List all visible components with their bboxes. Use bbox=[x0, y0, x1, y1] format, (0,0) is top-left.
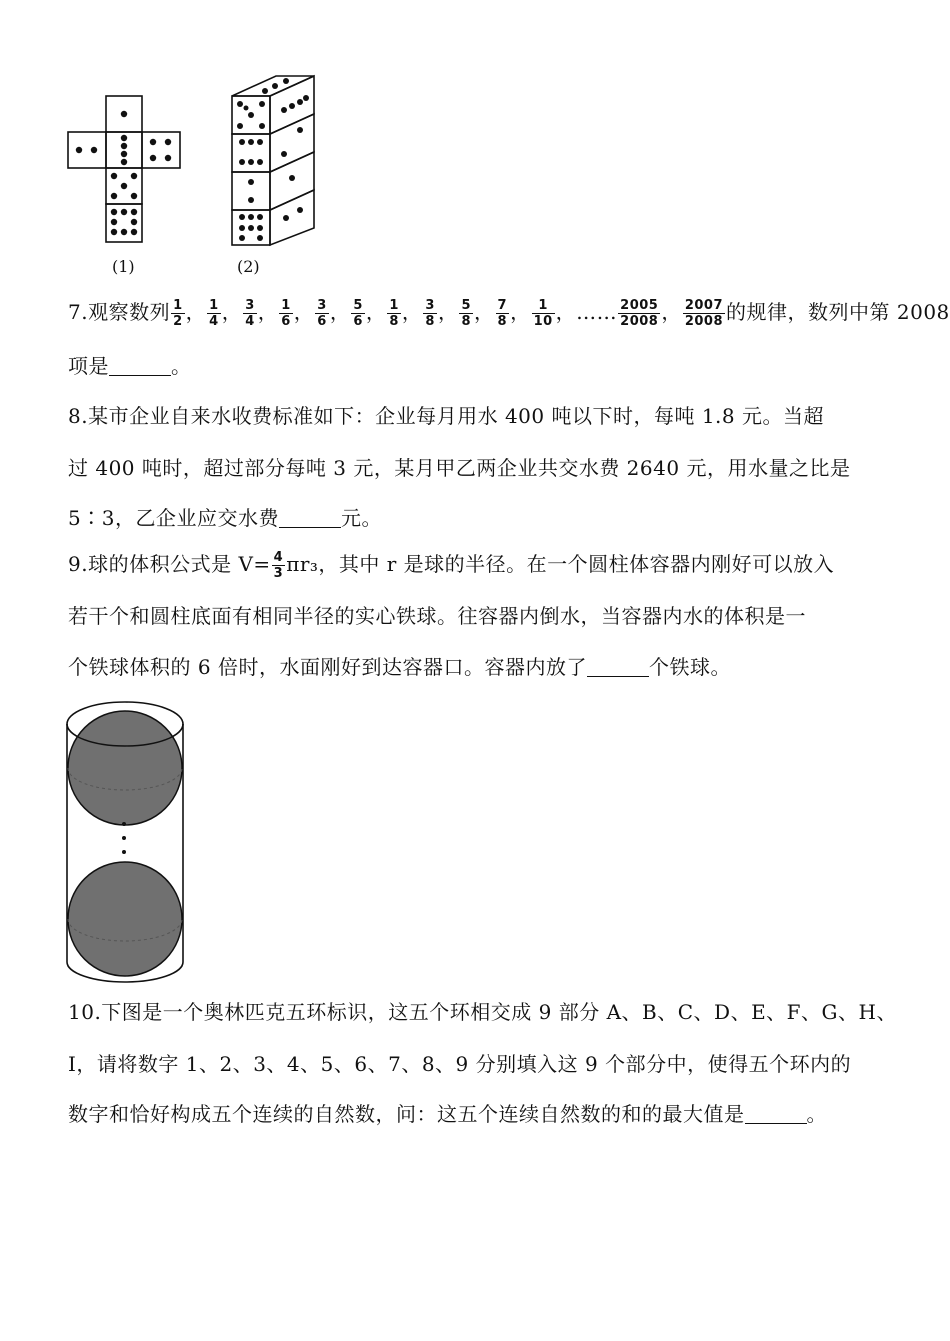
q7-fraction-den: 6 bbox=[353, 314, 363, 329]
comma-separator: ， bbox=[555, 300, 577, 324]
q7-fraction-den: 8 bbox=[497, 314, 508, 329]
cylinder-figure bbox=[64, 696, 190, 986]
q7-tail-fraction-den: 2008 bbox=[620, 314, 659, 329]
q7-fraction bbox=[423, 298, 437, 329]
question-7 bbox=[68, 296, 950, 378]
q7-prefix: 7.观察数列 bbox=[68, 300, 171, 324]
answer-blank-q8[interactable] bbox=[279, 509, 341, 528]
comma-separator: ， bbox=[185, 300, 207, 324]
bottom-ball bbox=[68, 862, 182, 976]
q7-fraction bbox=[532, 298, 555, 329]
answer-blank-q9[interactable] bbox=[587, 658, 649, 677]
q7-fraction-num: 5 bbox=[353, 298, 363, 313]
comma-separator: ， bbox=[293, 300, 315, 324]
q7-fraction-sequence bbox=[170, 298, 577, 329]
question-10 bbox=[68, 996, 897, 1126]
figure-label-1: (1) bbox=[112, 257, 135, 276]
q7-fraction bbox=[279, 298, 293, 329]
top-ball bbox=[68, 711, 182, 825]
q7-tail-fraction-num: 2005 bbox=[620, 298, 659, 313]
q9-line1-prefix: 9.球的体积公式是 V= bbox=[68, 552, 271, 576]
answer-blank-q10[interactable] bbox=[745, 1105, 807, 1124]
q7-fraction bbox=[496, 298, 510, 329]
question-8-line-3 bbox=[68, 502, 382, 531]
q7-suffix: 的规律，数列中第 2008 bbox=[726, 300, 950, 324]
question-10-line-1: 10.下图是一个奥林匹克五环标识，这五个环相交成 9 部分 A、B、C、D、E、F、G、H、 bbox=[68, 1000, 897, 1024]
q7-fraction-num: 3 bbox=[317, 298, 327, 313]
figure-label-2: (2) bbox=[237, 257, 260, 276]
comma-separator: ， bbox=[365, 300, 387, 324]
q7-fraction-den: 8 bbox=[389, 314, 399, 329]
q7-fraction-den: 6 bbox=[281, 314, 291, 329]
question-7-line-2 bbox=[68, 350, 192, 379]
question-9-line-2: 若干个和圆柱底面有相同半径的实心铁球。往容器内倒水，当容器内水的体积是一 bbox=[68, 604, 806, 628]
q7-fraction-den: 2 bbox=[173, 314, 183, 329]
q7-fraction-num: 1 bbox=[209, 298, 219, 313]
q7-fraction-num: 3 bbox=[425, 298, 435, 313]
comma-separator: ， bbox=[401, 300, 423, 324]
q9-line1-suffix: πr₃，其中 r 是球的半径。在一个圆柱体容器内刚好可以放入 bbox=[286, 552, 835, 576]
q9-fraction-num: 4 bbox=[273, 550, 284, 565]
q7-tail-fraction bbox=[618, 298, 660, 329]
comma-separator: ， bbox=[474, 300, 495, 324]
q7-fraction bbox=[171, 298, 185, 329]
question-9 bbox=[68, 548, 888, 678]
q7-fraction bbox=[243, 298, 257, 329]
q7-tail-fraction bbox=[683, 298, 725, 329]
q7-line2-suffix: 。 bbox=[171, 354, 192, 378]
q7-fraction-num: 1 bbox=[389, 298, 399, 313]
q8-line3-suffix: 元。 bbox=[340, 506, 382, 530]
q7-fraction-num: 5 bbox=[461, 298, 472, 313]
question-7-line-1 bbox=[68, 296, 950, 329]
comma-separator: ， bbox=[257, 300, 279, 324]
q9-line3-suffix: 个铁球。 bbox=[648, 655, 731, 679]
q7-fraction bbox=[459, 298, 473, 329]
q9-fraction bbox=[272, 550, 286, 581]
q9-fraction-den: 3 bbox=[273, 566, 284, 581]
q7-fraction bbox=[387, 298, 401, 329]
q7-fraction-num: 1 bbox=[532, 298, 555, 314]
q10-line3-prefix: 数字和恰好构成五个连续的自然数，问：这五个连续自然数的和的最大值是 bbox=[68, 1102, 745, 1126]
dice-net-figure bbox=[66, 94, 192, 246]
q7-fraction-den: 10 bbox=[533, 314, 553, 329]
q7-fraction-num: 1 bbox=[281, 298, 291, 313]
q10-line3-suffix: 。 bbox=[806, 1102, 827, 1126]
q8-line3-prefix: 5∶3，乙企业应交水费 bbox=[68, 506, 279, 530]
q7-fraction-den: 4 bbox=[209, 314, 219, 329]
comma-separator: ， bbox=[437, 300, 459, 324]
q7-tail-fractions bbox=[617, 298, 726, 329]
question-8-line-2: 过 400 吨时，超过部分每吨 3 元，某月甲乙两企业共交水费 2640 元，用水量之比是 bbox=[68, 456, 851, 480]
q7-line2-prefix: 项是 bbox=[68, 354, 109, 378]
question-8 bbox=[68, 400, 888, 530]
q7-fraction bbox=[207, 298, 221, 329]
q7-fraction bbox=[351, 298, 365, 329]
comma-separator: ， bbox=[329, 300, 351, 324]
question-8-line-1: 8.某市企业自来水收费标准如下：企业每月用水 400 吨以下时，每吨 1.8 元。当超 bbox=[68, 404, 824, 428]
q7-ellipsis: …… bbox=[576, 300, 618, 324]
q7-fraction-den: 8 bbox=[461, 314, 472, 329]
question-10-line-3 bbox=[68, 1098, 827, 1127]
q9-line3-prefix: 个铁球体积的 6 倍时，水面刚好到达容器口。容器内放了 bbox=[68, 655, 587, 679]
comma-separator: ， bbox=[221, 300, 243, 324]
answer-blank-q7[interactable] bbox=[109, 357, 171, 376]
question-10-line-2: I，请将数字 1、2、3、4、5、6、7、8、9 分别填入这 9 个部分中，使得五个环内的 bbox=[68, 1052, 852, 1076]
q7-fraction-den: 4 bbox=[245, 314, 255, 329]
q7-fraction-num: 7 bbox=[497, 298, 508, 313]
comma-separator: ， bbox=[661, 300, 682, 324]
stacked-dice-figure bbox=[228, 72, 320, 248]
q7-fraction-num: 1 bbox=[173, 298, 183, 313]
comma-separator: ， bbox=[510, 300, 531, 324]
q7-fraction-den: 6 bbox=[317, 314, 327, 329]
q7-fraction-den: 8 bbox=[425, 314, 435, 329]
q7-fraction bbox=[315, 298, 329, 329]
question-9-line-1 bbox=[68, 548, 834, 581]
q7-tail-fraction-den: 2008 bbox=[684, 314, 724, 329]
q7-fraction-num: 3 bbox=[245, 298, 255, 313]
question-9-line-3 bbox=[68, 651, 731, 680]
q7-tail-fraction-num: 2007 bbox=[684, 298, 724, 313]
